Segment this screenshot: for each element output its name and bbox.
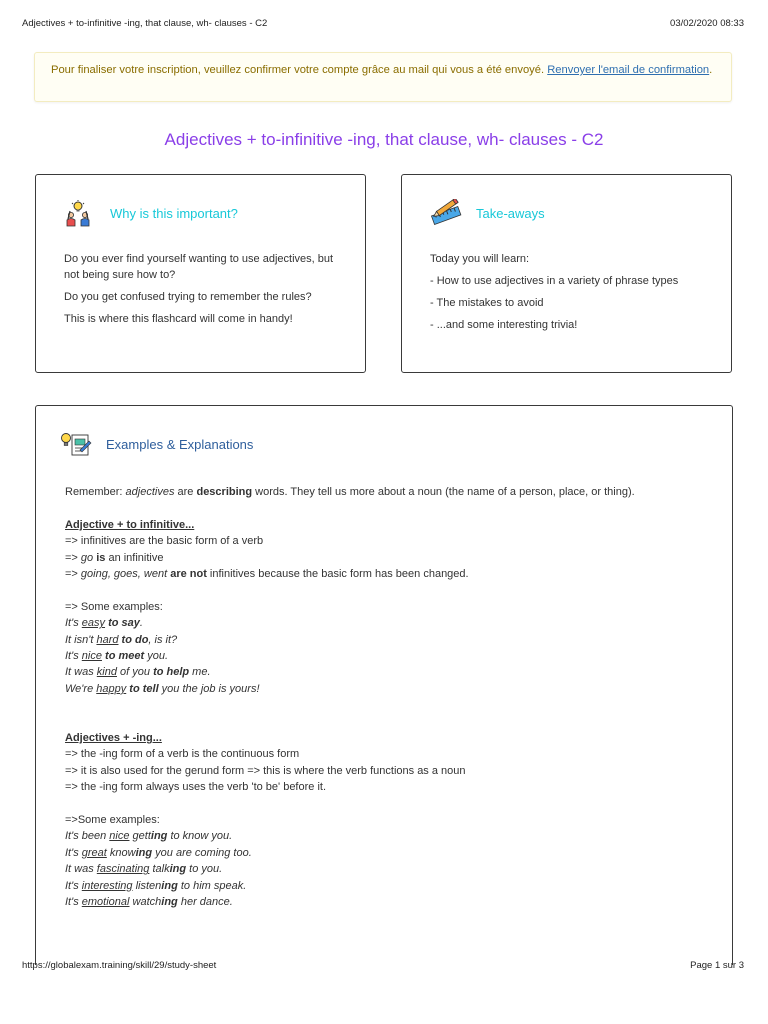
ing-line-3: => the -ing form always uses the verb 'to be' before it. (65, 781, 327, 794)
print-datetime: 03/02/2020 08:33 (670, 18, 744, 29)
print-url: https://globalexam.training/skill/29/study-sheet (22, 960, 217, 971)
takeaways-card (401, 174, 732, 373)
print-page-number: Page 1 sur 3 (690, 960, 744, 971)
ruler-pencil-icon (430, 199, 458, 227)
why-body (64, 251, 349, 333)
ing-examples-title: =>Some examples: (65, 814, 160, 827)
takeaways-heading: Take-aways (476, 205, 545, 221)
notice-text: Pour finaliser votre inscription, veuillez confirmer votre compte grâce au mail qui vous a été envoyé. (51, 64, 548, 76)
print-header (22, 18, 744, 32)
ing-section-title: Adjectives + -ing... (65, 732, 162, 745)
infinitive-section-title: Adjective + to infinitive... (65, 518, 195, 531)
takeaway-3: - The mistakes to avoid (430, 297, 544, 309)
examples-heading: Examples & Explanations (106, 436, 254, 452)
why-paragraph-3: This is where this flashcard will come in handy! (64, 313, 293, 325)
infinitive-line-1: => infinitives are the basic form of a verb (65, 535, 264, 548)
examples-body (65, 484, 705, 911)
resend-email-link[interactable]: Renvoyer l'email de confirmation (547, 64, 710, 76)
takeaway-2: - How to use adjectives in a variety of phrase types (430, 275, 679, 287)
infinitive-example-5: We're happy to tell you the job is yours! (65, 682, 260, 695)
takeaway-1: Today you will learn: (430, 253, 530, 265)
infinitive-examples-title: => Some examples: (65, 600, 163, 613)
idea-people-icon (64, 199, 92, 227)
remember-line: Remember: adjectives are describing words. They tell us more about a noun (the name of a person, place, or thing). (65, 486, 635, 498)
ing-example-1: It's been nice getting to know you. (65, 830, 233, 843)
infinitive-example-3: It's nice to meet you. (65, 650, 169, 663)
infinitive-example-4: It was kind of you to help me. (65, 666, 211, 679)
lightbulb-document-icon (60, 430, 88, 458)
ing-example-4: It's interesting listening to him speak. (65, 879, 247, 892)
infinitive-example-2: It isn't hard to do, is it? (65, 633, 178, 646)
ing-example-3: It was fascinating talking to you. (65, 863, 223, 876)
takeaways-card-header (430, 199, 545, 227)
ing-example-5: It's emotional watching her dance. (65, 896, 233, 909)
notice-end: . (709, 64, 713, 76)
print-title: Adjectives + to-infinitive -ing, that clause, wh- clauses - C2 (22, 18, 268, 29)
ing-line-2: => it is also used for the gerund form => this is where the verb functions as a noun (65, 764, 466, 777)
takeaways-body (430, 251, 715, 339)
ing-line-1: => the -ing form of a verb is the continuous form (65, 748, 300, 761)
why-card-header (64, 199, 238, 227)
why-heading: Why is this important? (110, 205, 238, 221)
infinitive-line-3: => going, goes, went are not infinitives because the basic form has been changed. (65, 568, 469, 581)
why-important-card (35, 174, 366, 373)
why-paragraph-1: Do you ever find yourself wanting to use adjectives, but not being sure how to? (64, 253, 334, 281)
takeaway-4: - ...and some interesting trivia! (430, 319, 578, 331)
examples-card-header (60, 430, 253, 458)
ing-example-2: It's great knowing you are coming too. (65, 846, 252, 859)
why-paragraph-2: Do you get confused trying to remember the rules? (64, 291, 312, 303)
infinitive-example-1: It's easy to say. (65, 617, 143, 630)
infinitive-line-2: => go is an infinitive (65, 551, 164, 564)
print-footer (22, 960, 744, 974)
page-title: Adjectives + to-infinitive -ing, that clause, wh- clauses - C2 (164, 130, 604, 149)
confirmation-notice (34, 52, 732, 102)
examples-card (35, 405, 733, 965)
